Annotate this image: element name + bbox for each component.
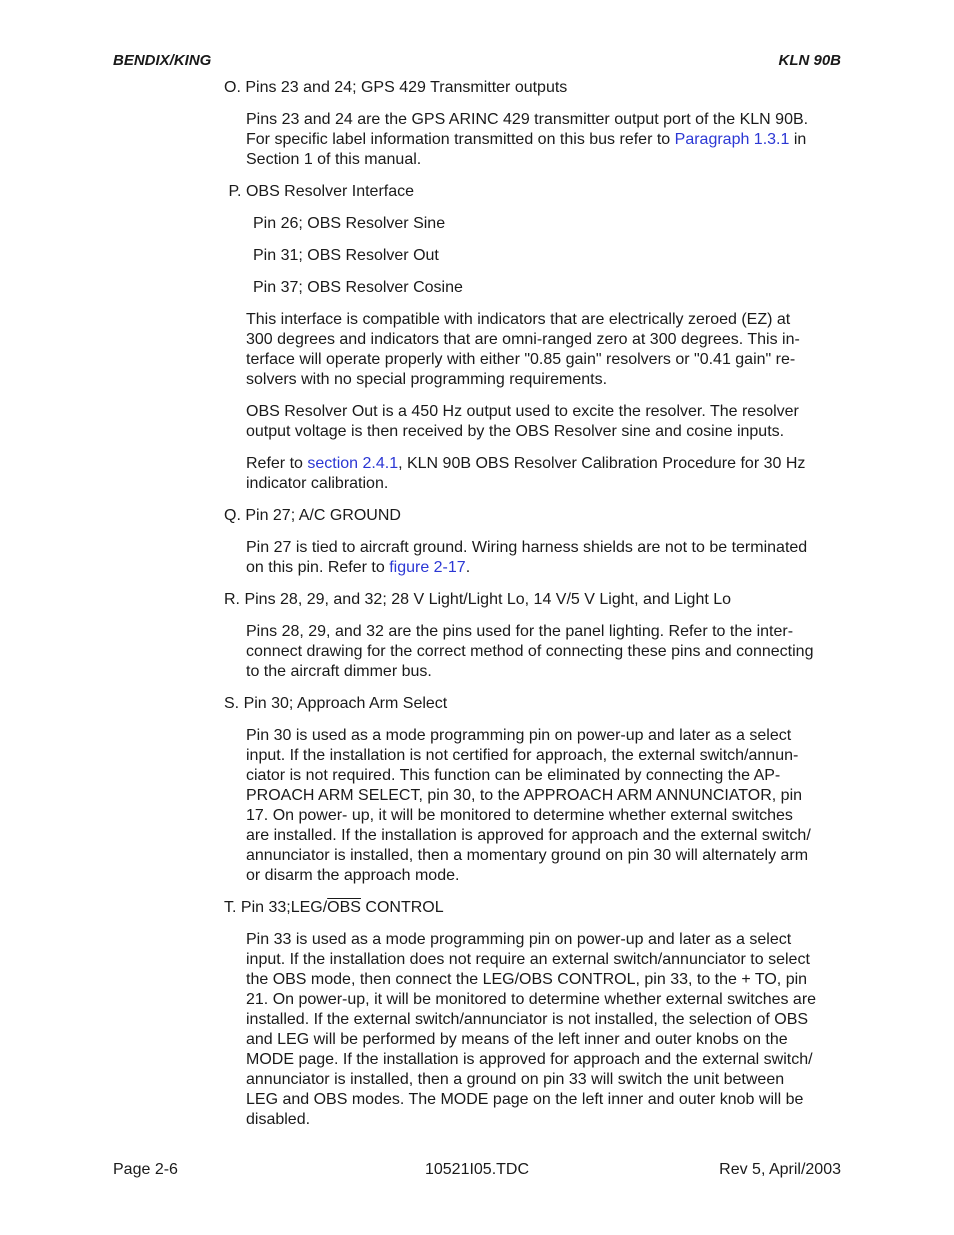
section-q-paragraph [224,538,844,578]
section-s-paragraph [224,726,844,886]
section-o-paragraph [224,110,844,170]
footer-page-number: Page 2-6 [113,1161,178,1178]
text-span: , KLN 90B OBS Resolver Calibration Procedure for 30 Hz [398,455,806,472]
section-o-heading: O. Pins 23 and 24; GPS 429 Transmitter outputs [224,79,568,96]
section-p-heading: P. OBS Resolver Interface [224,183,415,200]
text-span: on this pin. Refer to [246,559,390,576]
text-line: 300 degrees and indicators that are omni-ranged zero at 300 degrees. This in- [246,331,800,348]
text-line: Pins 23 and 24 are the GPS ARINC 429 transmitter output port of the KLN 90B. [246,111,809,128]
section-2-4-1-link[interactable]: section 2.4.1 [307,455,399,472]
text-line: PROACH ARM SELECT, pin 30, to the APPROACH ARM ANNUNCIATOR, pin [246,787,803,804]
text-line: OBS Resolver Out is a 450 Hz output used to excite the resolver. The resolver [246,403,799,420]
text-line [246,130,844,150]
pin-37-line: Pin 37; OBS Resolver Cosine [253,279,463,296]
text-line: annunciator is installed, then a ground on pin 33 will switch the unit between [246,1071,785,1088]
text-line: output voltage is then received by the OBS Resolver sine and cosine inputs. [246,423,785,440]
text-line: Pin 27 is tied to aircraft ground. Wiring harness shields are not to be terminated [246,539,808,556]
text-line: Section 1 of this manual. [246,151,422,168]
text-line: input. If the installation is not certified for approach, the external switch/annun- [246,747,799,764]
section-p-paragraph-2 [224,402,844,442]
text-line [246,454,844,474]
text-line: the OBS mode, then connect the LEG/OBS CONTROL, pin 33, to the + TO, pin [246,971,808,988]
text-span: T. Pin 33;LEG/ [224,899,328,916]
text-line: 21. On power-up, it will be monitored to determine whether external switches are [246,991,817,1008]
text-line: solvers with no special programming requirements. [246,371,608,388]
section-p-paragraph-3 [224,454,844,494]
text-line: Pins 28, 29, and 32 are the pins used for the panel lighting. Refer to the inter- [246,623,794,640]
text-span: in [789,131,807,148]
text-span: For specific label information transmitted on this bus refer to [246,131,675,148]
paragraph-1-3-1-link[interactable]: Paragraph 1.3.1 [674,131,790,148]
text-line [246,558,844,578]
page-content [224,78,844,1130]
text-line: indicator calibration. [246,475,389,492]
section-t-heading [224,898,844,918]
text-line: Pin 30 is used as a mode programming pin on power-up and later as a select [246,727,792,744]
text-line: are installed. If the installation is approved for approach and the external switch/ [246,827,811,844]
text-line: or disarm the approach mode. [246,867,460,884]
footer-revision: Rev 5, April/2003 [719,1161,841,1178]
text-span: CONTROL [360,899,444,916]
section-t-paragraph [224,930,844,1130]
text-line: annunciator is installed, then a momentary ground on pin 30 will alternately arm [246,847,809,864]
section-p-paragraph-1 [224,310,844,390]
text-line: MODE page. If the installation is approved for approach and the external switch/ [246,1051,813,1068]
text-line: terface will operate properly with either "0.85 gain" resolvers or "0.41 gain" re- [246,351,796,368]
section-r-paragraph [224,622,844,682]
figure-2-17-link[interactable]: figure 2-17 [389,559,466,576]
header-manufacturer: BENDIX/KING [113,52,212,69]
text-span: . [465,559,471,576]
text-line: disabled. [246,1111,311,1128]
section-r-heading: R. Pins 28, 29, and 32; 28 V Light/Light Lo, 14 V/5 V Light, and Light Lo [224,591,732,608]
text-line: to the aircraft dimmer bus. [246,663,432,680]
pin-31-line: Pin 31; OBS Resolver Out [253,247,439,264]
text-line: LEG and OBS modes. The MODE page on the left inner and outer knob will be [246,1091,804,1108]
text-span: Refer to [246,455,308,472]
text-line: ciator is not required. This function can be eliminated by connecting the AP- [246,767,781,784]
footer-document-id: 10521I05.TDC [424,1161,530,1178]
text-line: connect drawing for the correct method of connecting these pins and connecting [246,643,814,660]
section-s-heading: S. Pin 30; Approach Arm Select [224,695,448,712]
text-line: input. If the installation does not require an external switch/annunciator to select [246,951,810,968]
text-line: Pin 33 is used as a mode programming pin on power-up and later as a select [246,931,792,948]
text-line: installed. If the external switch/annunciator is not installed, the selection of OBS [246,1011,809,1028]
obs-overline-text: $\overline{OBS}$ [327,899,361,916]
pin-26-line: Pin 26; OBS Resolver Sine [253,215,446,232]
text-line: 17. On power- up, it will be monitored to determine whether external switches [246,807,793,824]
text-line: This interface is compatible with indicators that are electrically zeroed (EZ) at [246,311,791,328]
section-q-heading: Q. Pin 27; A/C GROUND [224,507,401,524]
text-line: and LEG will be performed by means of the left inner and outer knobs on the [246,1031,788,1048]
header-model: KLN 90B [778,52,841,69]
